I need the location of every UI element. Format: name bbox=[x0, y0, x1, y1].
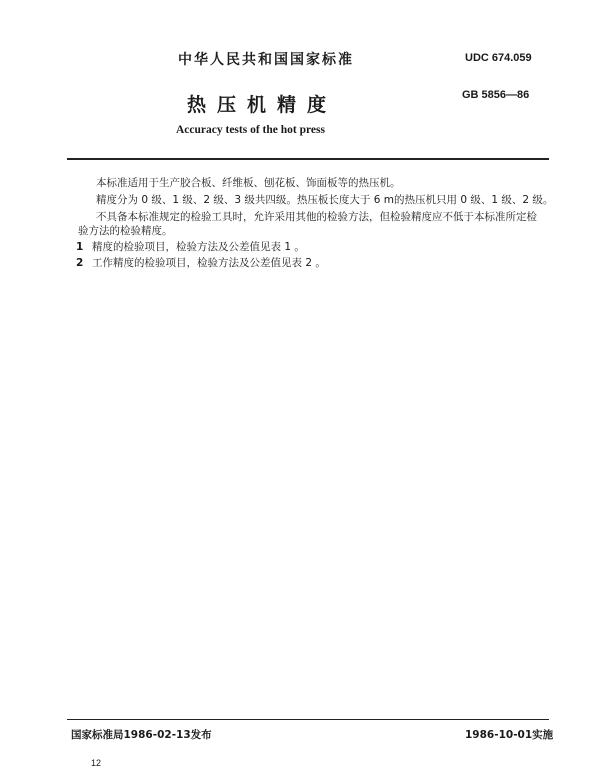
paragraph-methods: 不具备本标准规定的检验工具时，允许采用其他的检验方法，但检验精度应不低于本标准所定检 bbox=[96, 211, 537, 223]
paragraph-methods-continued: 验方法的检验精度。 bbox=[78, 225, 173, 237]
page-number: 12 bbox=[91, 758, 102, 768]
item-text: 精度的检验项目，检验方法及公差值见表 1 。 bbox=[92, 241, 305, 253]
effective-date: 1986-10-01实施 bbox=[465, 729, 554, 741]
item-number: 2 bbox=[76, 257, 84, 269]
paragraph-scope: 本标准适用于生产胶合板、纤维板、刨花板、饰面板等的热压机。 bbox=[96, 177, 401, 189]
bottom-divider bbox=[67, 719, 549, 720]
gb-standard-number: GB 5856—86 bbox=[462, 89, 530, 101]
list-item bbox=[76, 240, 305, 254]
top-divider bbox=[67, 158, 549, 160]
document-title-english: Accuracy tests of the hot press bbox=[176, 124, 325, 136]
item-number: 1 bbox=[76, 241, 84, 253]
document-title: 热压机精度 bbox=[187, 94, 338, 116]
standard-body-heading: 中华人民共和国国家标准 bbox=[178, 52, 354, 68]
list-item bbox=[76, 256, 326, 270]
udc-code: UDC 674.059 bbox=[465, 52, 532, 64]
paragraph-grades: 精度分为 0 级、1 级、2 级、3 级共四级。热压板长度大于 6 m的热压机只用 0 级、1 级、2 级。 bbox=[96, 194, 554, 206]
issue-date: 国家标准局1986-02-13发布 bbox=[71, 729, 212, 741]
item-text: 工作精度的检验项目，检验方法及公差值见表 2 。 bbox=[92, 257, 326, 269]
